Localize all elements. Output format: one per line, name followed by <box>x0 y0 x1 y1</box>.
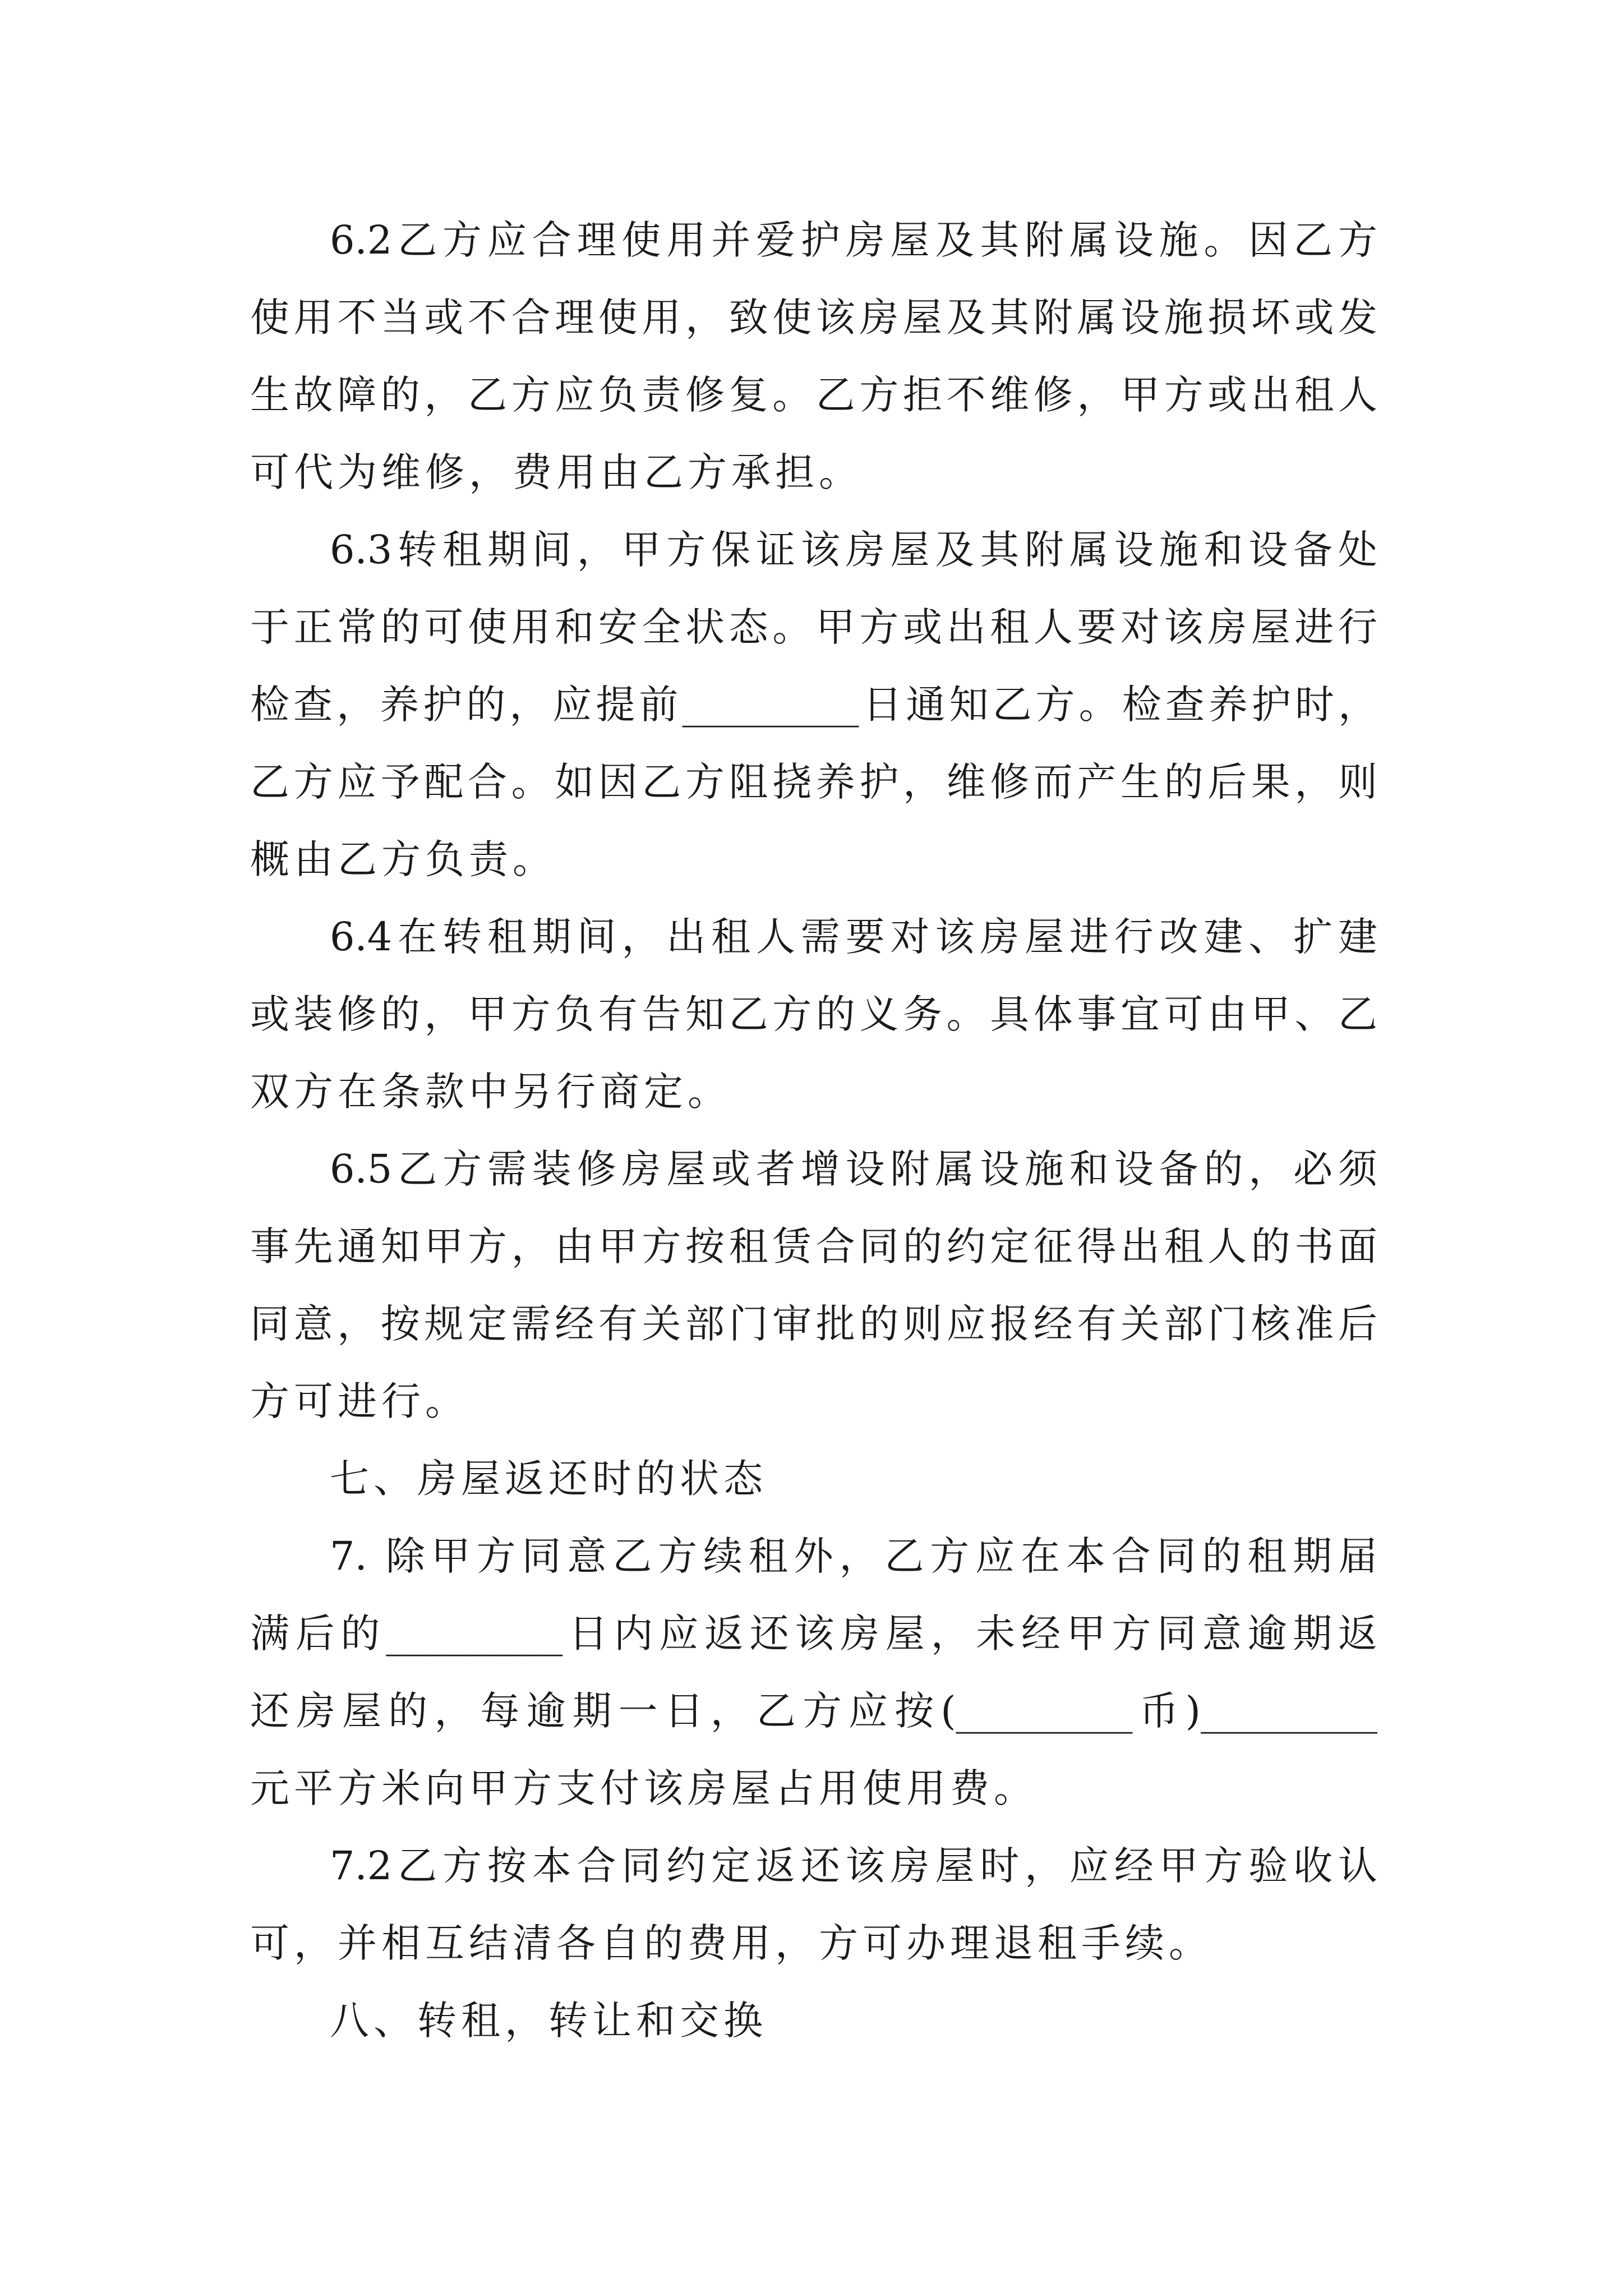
document-page <box>250 0 1377 2296</box>
text-line: 7. 除甲方同意乙方续租外，乙方应在本合同的租期届 <box>330 1533 1377 1579</box>
text-line: 概由乙方负责。 <box>250 836 556 882</box>
text-line: 元平方米向甲方支付该房屋占用使用费。 <box>250 1765 1038 1811</box>
text-line: 事先通知甲方，由甲方按租赁合同的约定征得出租人的书面 <box>250 1223 1377 1269</box>
text-line: 双方在条款中另行商定。 <box>250 1069 731 1115</box>
text-line: 或装修的，甲方负有告知乙方的义务。具体事宜可由甲、乙 <box>250 991 1377 1037</box>
text-line: 方可进行。 <box>250 1378 469 1424</box>
text-line: 生故障的，乙方应负责修复。乙方拒不维修，甲方或出租人 <box>250 372 1377 418</box>
text-line: 6.3转租期间，甲方保证该房屋及其附属设施和设备处 <box>330 527 1377 573</box>
section-heading: 八、转租，转让和交换 <box>330 1998 767 2044</box>
text-line: 使用不当或不合理使用，致使该房屋及其附属设施损坏或发 <box>250 295 1377 341</box>
text-line: 可代为维修，费用由乙方承担。 <box>250 449 863 495</box>
section-heading: 七、房屋返还时的状态 <box>330 1456 767 1502</box>
text-line: 检查，养护的，应提前_________日通知乙方。检查养护时， <box>250 682 1377 728</box>
text-line: 6.2乙方应合理使用并爱护房屋及其附属设施。因乙方 <box>330 217 1377 263</box>
text-line: 可，并相互结清各自的费用，方可办理退租手续。 <box>250 1920 1212 1966</box>
text-line: 6.5乙方需装修房屋或者增设附属设施和设备的，必须 <box>330 1146 1377 1192</box>
text-line: 还房屋的，每逾期一日，乙方应按(_________币)_________ <box>250 1688 1377 1734</box>
text-line: 同意，按规定需经有关部门审批的则应报经有关部门核准后 <box>250 1301 1377 1347</box>
text-line: 于正常的可使用和安全状态。甲方或出租人要对该房屋进行 <box>250 604 1377 650</box>
text-line: 7.2乙方按本合同约定返还该房屋时，应经甲方验收认 <box>330 1843 1377 1889</box>
text-line: 满后的_________日内应返还该房屋，未经甲方同意逾期返 <box>250 1611 1377 1657</box>
text-line: 6.4在转租期间，出租人需要对该房屋进行改建、扩建 <box>330 914 1377 960</box>
text-line: 乙方应予配合。如因乙方阻挠养护，维修而产生的后果，则 <box>250 759 1377 805</box>
